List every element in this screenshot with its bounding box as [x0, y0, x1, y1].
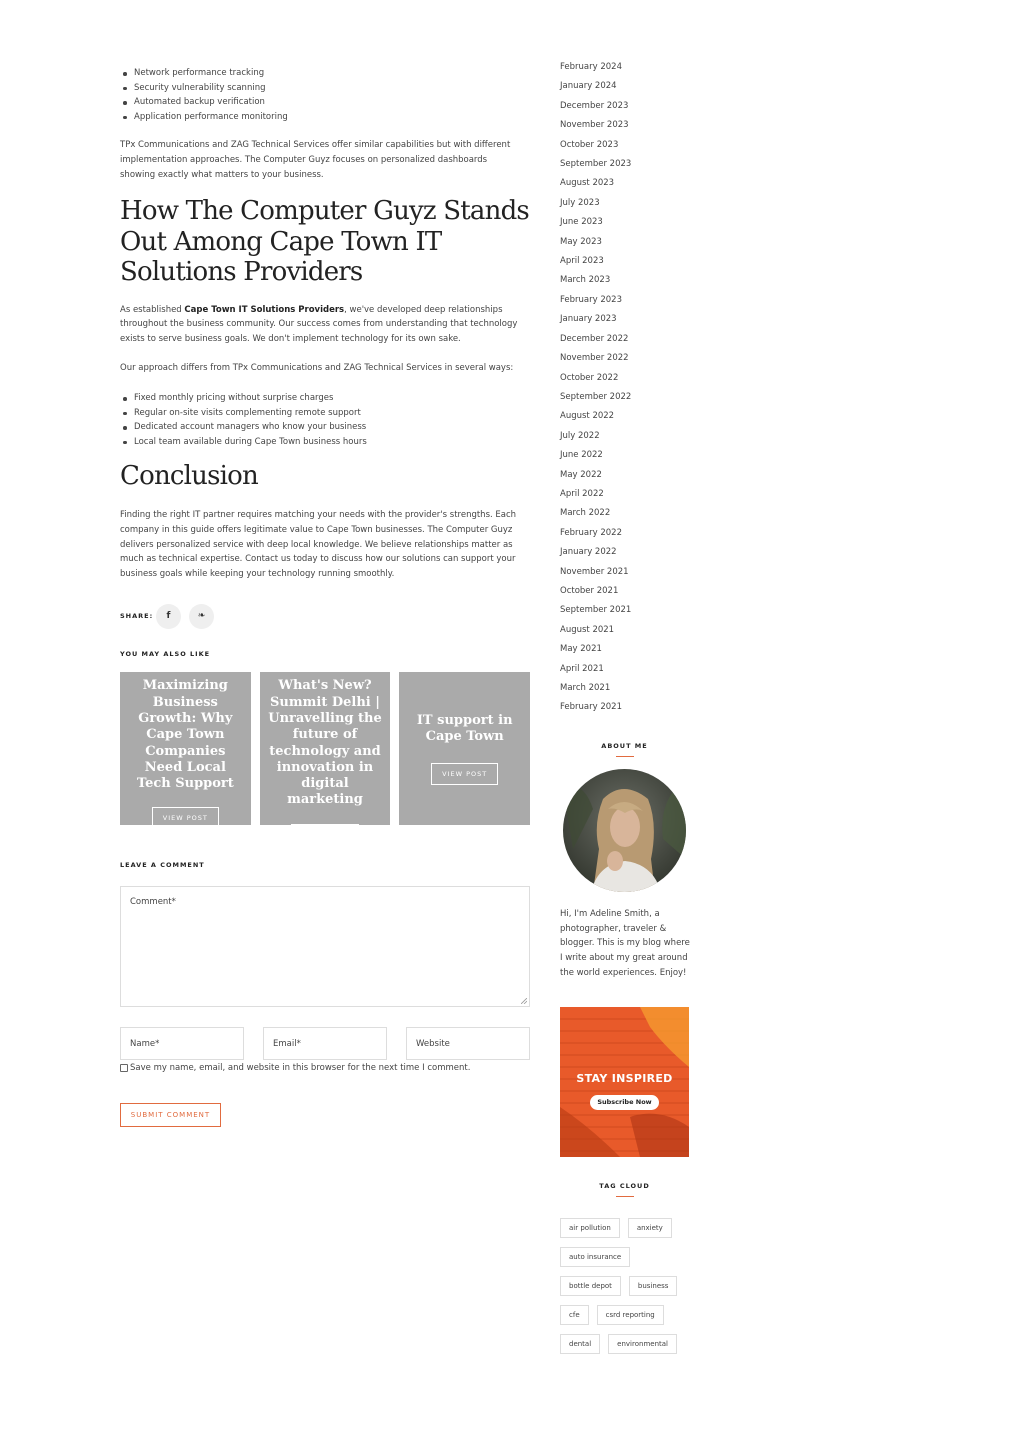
- related-post-title[interactable]: What's New? Summit Delhi | Unravelling the future of technology and innovation in digital marketing: [268, 678, 382, 808]
- tag-row: [560, 1334, 690, 1354]
- related-post-card[interactable]: [399, 672, 530, 825]
- archive-link[interactable]: July 2022: [560, 430, 600, 441]
- archive-link[interactable]: June 2023: [560, 217, 603, 228]
- view-post-button[interactable]: VIEW POST: [431, 763, 498, 785]
- facebook-share-button[interactable]: [156, 604, 181, 629]
- archive-link[interactable]: December 2023: [560, 100, 629, 111]
- archive-link[interactable]: September 2023: [560, 159, 632, 170]
- avatar: [563, 769, 686, 892]
- archive-link[interactable]: May 2022: [560, 469, 602, 480]
- post-content: [120, 60, 530, 1127]
- about-text: Hi, I'm Adeline Smith, a photographer, traveler & blogger. This is my blog where I write about my great around the world experiences. Enjoy!: [560, 908, 690, 978]
- view-post-button[interactable]: VIEW POST: [291, 824, 358, 846]
- section-list: [120, 391, 530, 449]
- website-field[interactable]: Website: [406, 1027, 530, 1060]
- list-item: Security vulnerability scanning: [120, 81, 530, 96]
- list-item: Network performance tracking: [120, 66, 530, 81]
- section-heading: How The Computer Guyz Stands Out Among Cape Town IT Solutions Providers: [120, 196, 529, 288]
- conclusion-heading: Conclusion: [120, 461, 258, 492]
- leave-comment-label: LEAVE A COMMENT: [120, 861, 205, 870]
- comment-fields: [120, 1027, 530, 1060]
- list-item: Local team available during Cape Town business hours: [120, 435, 530, 450]
- archive-link[interactable]: January 2022: [560, 547, 617, 558]
- archive-link[interactable]: February 2023: [560, 294, 622, 305]
- archive-link[interactable]: April 2022: [560, 488, 604, 499]
- list-item: Automated backup verification: [120, 95, 530, 110]
- archive-link[interactable]: February 2024: [560, 62, 622, 72]
- comment-placeholder: Comment*: [130, 897, 176, 908]
- tag-link[interactable]: business: [629, 1276, 678, 1296]
- archive-link[interactable]: November 2023: [560, 120, 629, 131]
- archive-link[interactable]: September 2022: [560, 391, 632, 402]
- tag-cloud-widget: [560, 1182, 690, 1360]
- comment-textarea[interactable]: [120, 886, 530, 1007]
- archive-link[interactable]: March 2022: [560, 508, 611, 519]
- archive-link[interactable]: November 2021: [560, 566, 629, 577]
- tag-link[interactable]: environmental: [608, 1334, 677, 1354]
- archive-link[interactable]: September 2021: [560, 605, 632, 616]
- tag-link[interactable]: auto insurance: [560, 1247, 630, 1267]
- title-underline: [616, 756, 634, 757]
- archive-link[interactable]: August 2023: [560, 178, 615, 189]
- archive-link[interactable]: August 2021: [560, 624, 615, 635]
- title-underline: [616, 1196, 634, 1197]
- archive-link[interactable]: January 2024: [560, 81, 617, 92]
- save-info-label: Save my name, email, and website in this browser for the next time I comment.: [130, 1063, 471, 1074]
- about-widget: [560, 742, 690, 981]
- save-info-checkbox[interactable]: [120, 1064, 128, 1072]
- twitter-share-button[interactable]: [189, 604, 214, 629]
- list-item: Regular on-site visits complementing remote support: [120, 406, 530, 421]
- archive-link[interactable]: May 2021: [560, 644, 602, 655]
- archive-link[interactable]: October 2021: [560, 585, 619, 596]
- tag-row: [560, 1247, 690, 1267]
- view-post-button[interactable]: VIEW POST: [152, 807, 219, 829]
- archive-link[interactable]: October 2022: [560, 372, 619, 383]
- tag-row: [560, 1276, 690, 1296]
- section-paragraph-2: Our approach differs from TPx Communications and ZAG Technical Services in several ways:: [120, 363, 514, 374]
- related-post-title[interactable]: IT support in Cape Town: [416, 712, 513, 744]
- archive-link[interactable]: January 2023: [560, 314, 617, 325]
- archive-link[interactable]: May 2023: [560, 236, 602, 247]
- archive-link[interactable]: February 2021: [560, 702, 622, 713]
- list-item: Application performance monitoring: [120, 110, 530, 125]
- related-posts-label: YOU MAY ALSO LIKE: [120, 650, 211, 659]
- conclusion-paragraph: Finding the right IT partner requires matching your needs with the provider's strengths. Each company in this guide offers legitimate value to Cape Town businesses. The Computer Guyz delivers personalized service with deep local knowledge. We believe relationships matter as much as technical expertise. Contact us today to discuss how our solutions can support your business goals while keeping your technology running smoothly.: [120, 510, 517, 579]
- archives-list: [560, 58, 690, 718]
- share-label: SHARE:: [120, 612, 154, 621]
- tag-link[interactable]: dental: [560, 1334, 600, 1354]
- archive-link[interactable]: March 2021: [560, 683, 611, 693]
- twitter-icon: ❧: [197, 611, 206, 622]
- tag-cloud-title: TAG CLOUD: [599, 1181, 650, 1190]
- resize-handle-icon[interactable]: [521, 998, 527, 1004]
- tag-link[interactable]: csrd reporting: [597, 1305, 664, 1325]
- submit-comment-button[interactable]: SUBMIT COMMENT: [120, 1103, 221, 1127]
- archive-link[interactable]: February 2022: [560, 527, 622, 538]
- intro-list: [120, 66, 530, 124]
- archive-link[interactable]: August 2022: [560, 411, 615, 422]
- section-paragraph-1: As established Cape Town IT Solutions Providers, we've developed deep relationships throughout the business community. Our success comes from understanding that technology exists to serve business goals. We don't implement technology for its own sake.: [120, 304, 518, 344]
- archive-link[interactable]: October 2023: [560, 139, 619, 150]
- subscribe-button[interactable]: Subscribe Now: [590, 1095, 659, 1110]
- name-field[interactable]: Name*: [120, 1027, 244, 1060]
- tag-link[interactable]: cfe: [560, 1305, 589, 1325]
- tag-row: [560, 1218, 690, 1238]
- about-title: ABOUT ME: [601, 741, 648, 750]
- tag-link[interactable]: air pollution: [560, 1218, 620, 1238]
- archive-link[interactable]: July 2023: [560, 197, 600, 208]
- archive-link[interactable]: June 2022: [560, 450, 603, 461]
- archive-link[interactable]: April 2023: [560, 256, 604, 267]
- banner-heading: STAY INSPIRED: [576, 1071, 673, 1085]
- tag-cloud: [560, 1218, 690, 1360]
- related-post-card[interactable]: [120, 672, 251, 825]
- related-posts: [120, 672, 530, 839]
- share-row: [120, 603, 530, 629]
- tag-link[interactable]: bottle depot: [560, 1276, 621, 1296]
- save-info-row: [120, 1063, 530, 1073]
- archive-link[interactable]: April 2021: [560, 663, 604, 674]
- archive-link[interactable]: November 2022: [560, 353, 629, 364]
- list-item: Fixed monthly pricing without surprise charges: [120, 391, 530, 406]
- related-post-card[interactable]: [260, 672, 391, 839]
- tag-row: [560, 1305, 690, 1325]
- subscribe-banner[interactable]: [560, 1007, 689, 1157]
- archive-link[interactable]: December 2022: [560, 333, 629, 344]
- sidebar: [560, 58, 690, 1360]
- tag-link[interactable]: anxiety: [628, 1218, 672, 1238]
- facebook-icon: f: [166, 611, 171, 622]
- archive-link[interactable]: March 2023: [560, 275, 611, 286]
- list-item: Dedicated account managers who know your business: [120, 420, 530, 435]
- email-field[interactable]: Email*: [263, 1027, 387, 1060]
- related-post-title[interactable]: Maximizing Business Growth: Why Cape Town Companies Need Local Tech Support: [136, 678, 234, 792]
- bold-keyword: Cape Town IT Solutions Providers: [184, 304, 345, 315]
- intro-paragraph: TPx Communications and ZAG Technical Services offer similar capabilities but with different implementation approaches. The Computer Guyz focuses on personalized dashboards showing exactly what matters to your business.: [120, 140, 511, 180]
